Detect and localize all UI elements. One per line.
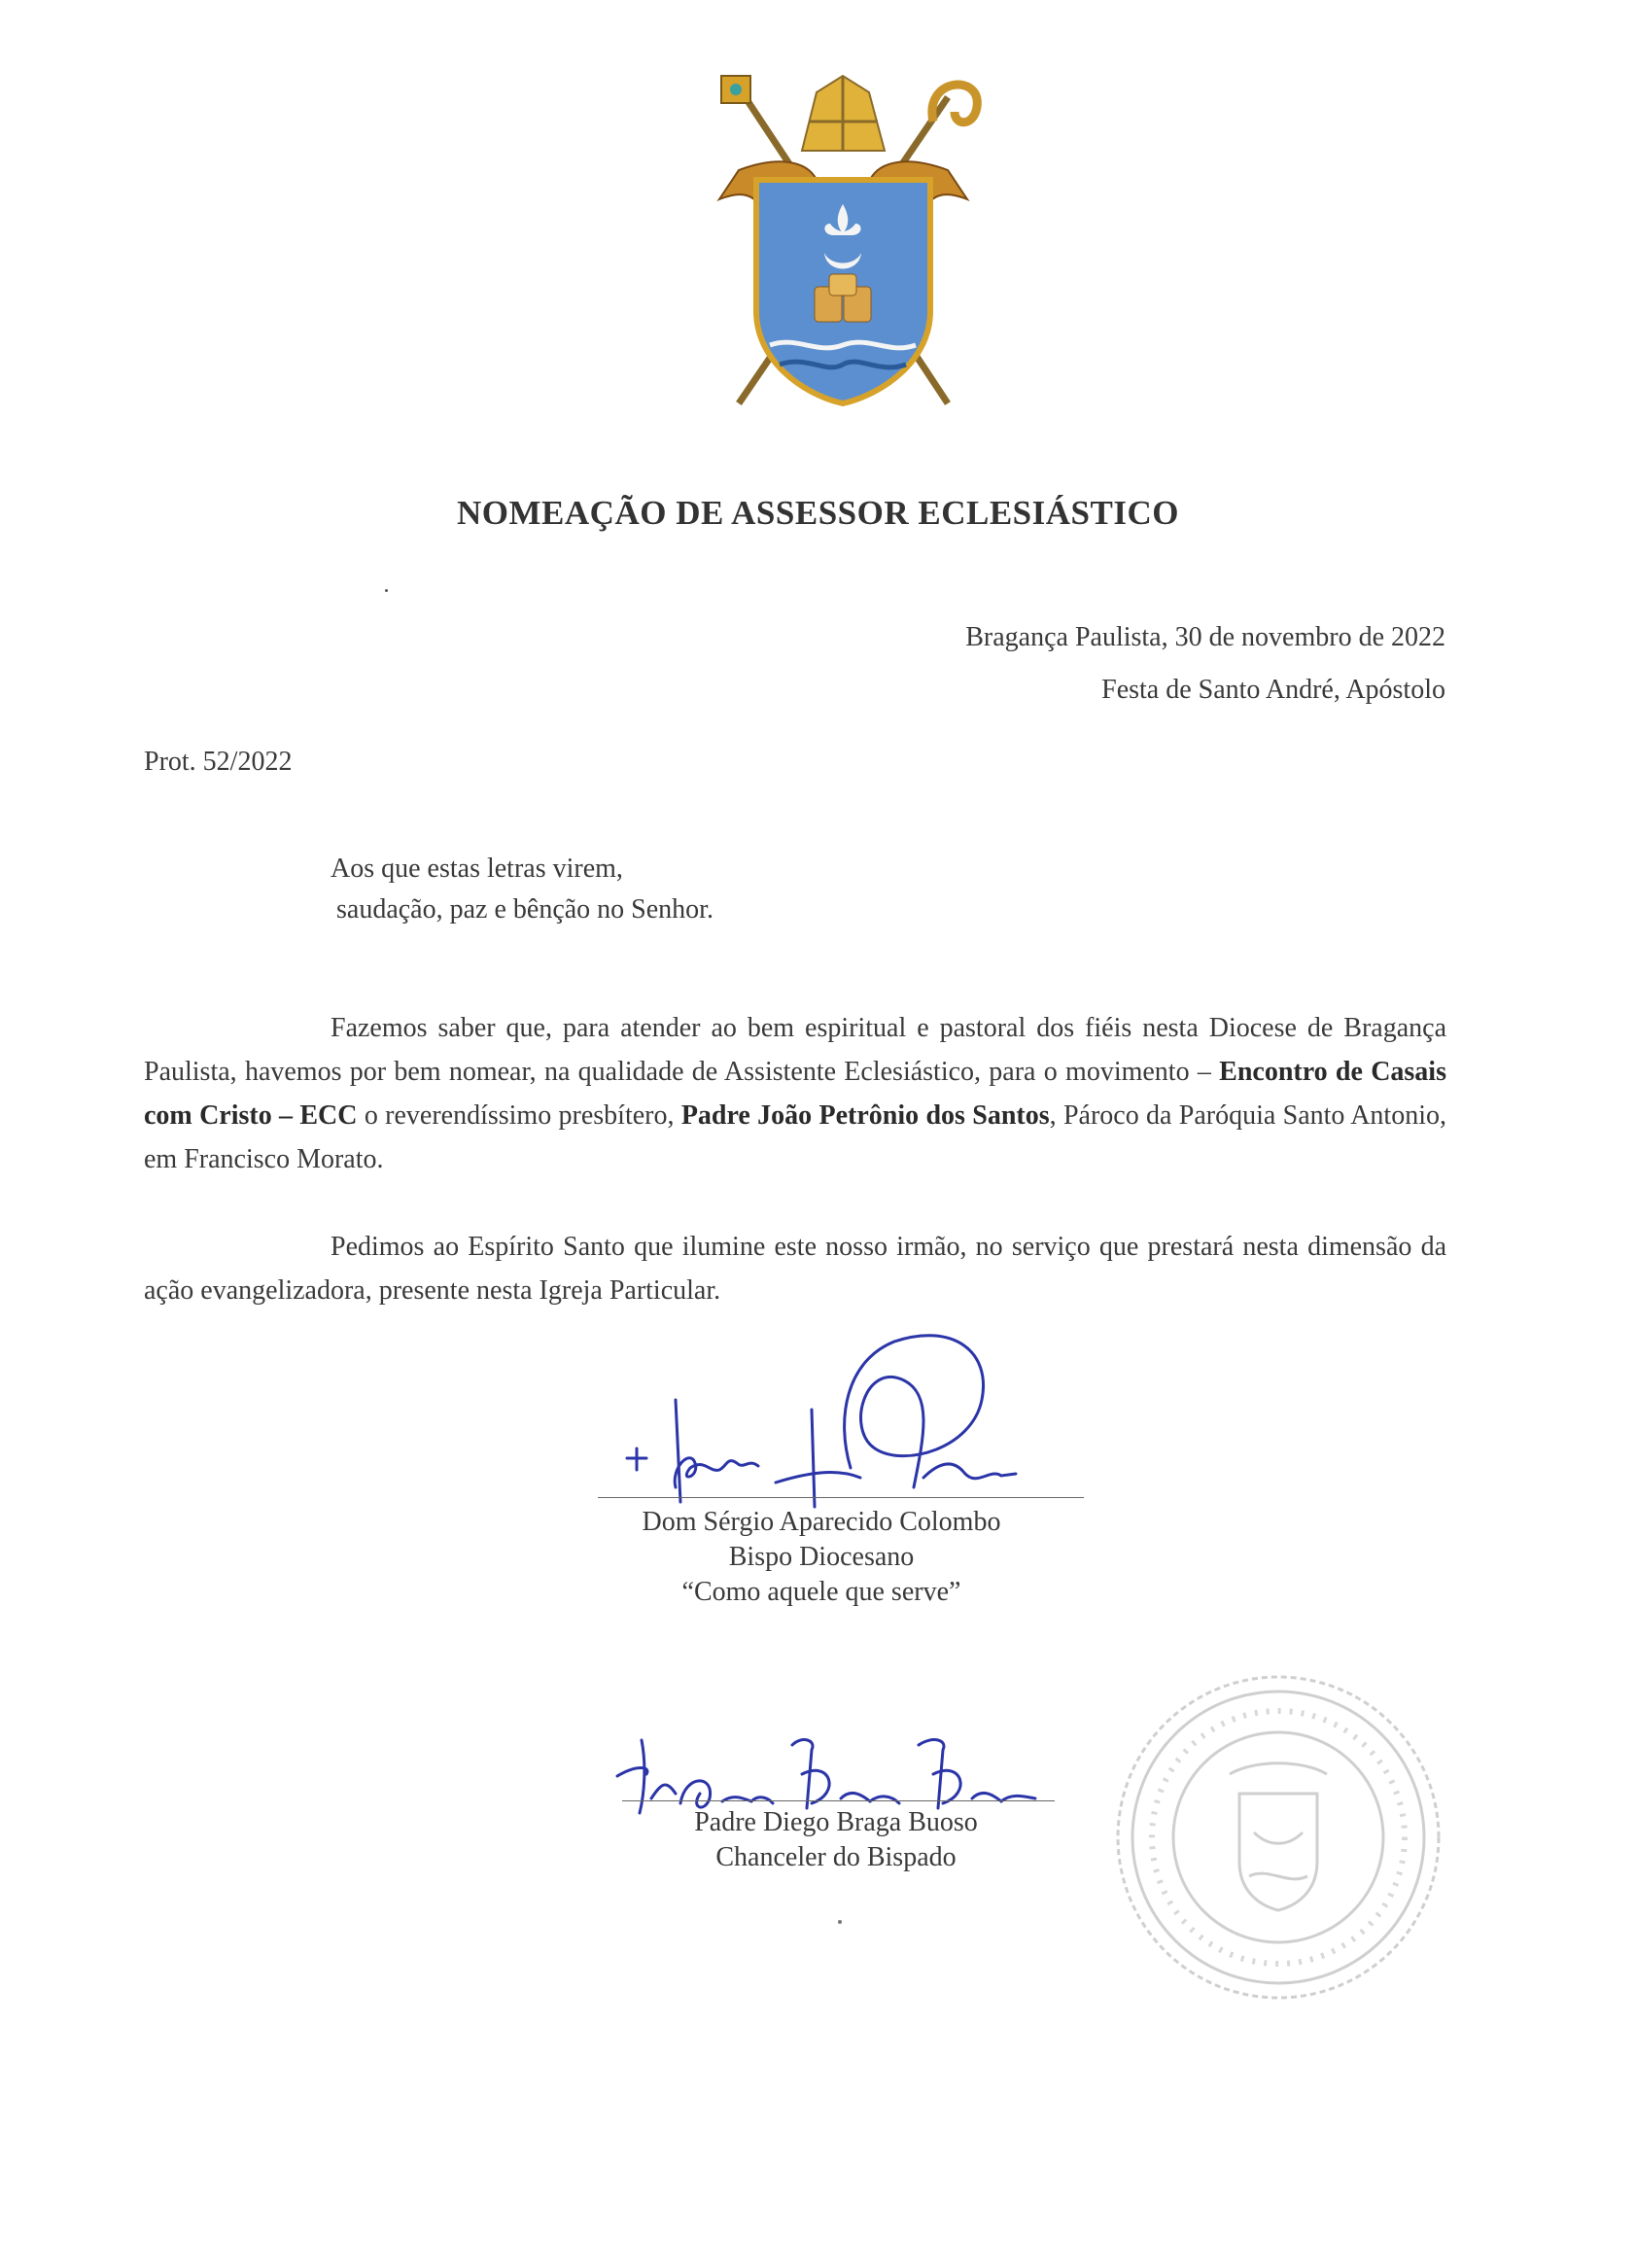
chancellor-name: Padre Diego Braga Buoso — [694, 1807, 978, 1837]
diocese-coat-of-arms-icon — [700, 68, 987, 418]
signature-line — [598, 1497, 1084, 1498]
bishop-title: Bispo Diocesano — [728, 1542, 915, 1572]
place-and-date: Bragança Paulista, 30 de novembro de 2022 — [965, 622, 1445, 652]
signature-line — [622, 1800, 1055, 1801]
feast-day: Festa de Santo André, Apóstolo — [1101, 675, 1445, 705]
bishop-name: Dom Sérgio Aparecido Colombo — [642, 1507, 1001, 1537]
bishop-motto: “Como aquele que serve” — [681, 1577, 961, 1607]
protocol-number: Prot. 52/2022 — [144, 747, 293, 777]
paragraph-text: , Pároco da Paróquia Santo Antonio, em Francisco Morato. — [144, 1100, 1446, 1174]
paragraph-text: o reverendíssimo presbítero, — [357, 1100, 681, 1131]
scan-speck — [385, 589, 388, 592]
greeting-line-2: saudação, paz e bênção no Senhor. — [336, 894, 714, 925]
scan-speck — [838, 1920, 842, 1924]
appointee-name: Padre João Petrônio dos Santos — [680, 1100, 1050, 1131]
appointment-paragraph — [144, 1006, 1446, 1181]
chancellor-title: Chanceler do Bispado — [715, 1842, 957, 1872]
paragraph-text: Fazemos saber que, para atender ao bem espiritual e pastoral dos fiéis nesta Diocese de Bragança Paulista, havemos por bem nomear, na qualidade de Assistente Eclesiástico, para o movimento – — [144, 1013, 1446, 1087]
bishop-signature-block — [544, 1505, 1098, 1610]
movement-name: Encontro de Casais com Cristo – ECC — [144, 1057, 1446, 1131]
document-title: NOMEAÇÃO DE ASSESSOR ECLESIÁSTICO — [457, 494, 1179, 532]
prayer-paragraph: Pedimos ao Espírito Santo que ilumine este nosso irmão, no serviço que prestará nesta dimensão da ação evangelizadora, presente nesta Igreja Particular. — [144, 1232, 1446, 1306]
greeting-line-1: Aos que estas letras virem, — [331, 854, 623, 884]
bishop-handwritten-signature — [603, 1303, 1069, 1526]
chancellor-signature-block — [603, 1805, 1069, 1875]
embossed-diocesan-seal-icon — [1108, 1667, 1448, 2007]
